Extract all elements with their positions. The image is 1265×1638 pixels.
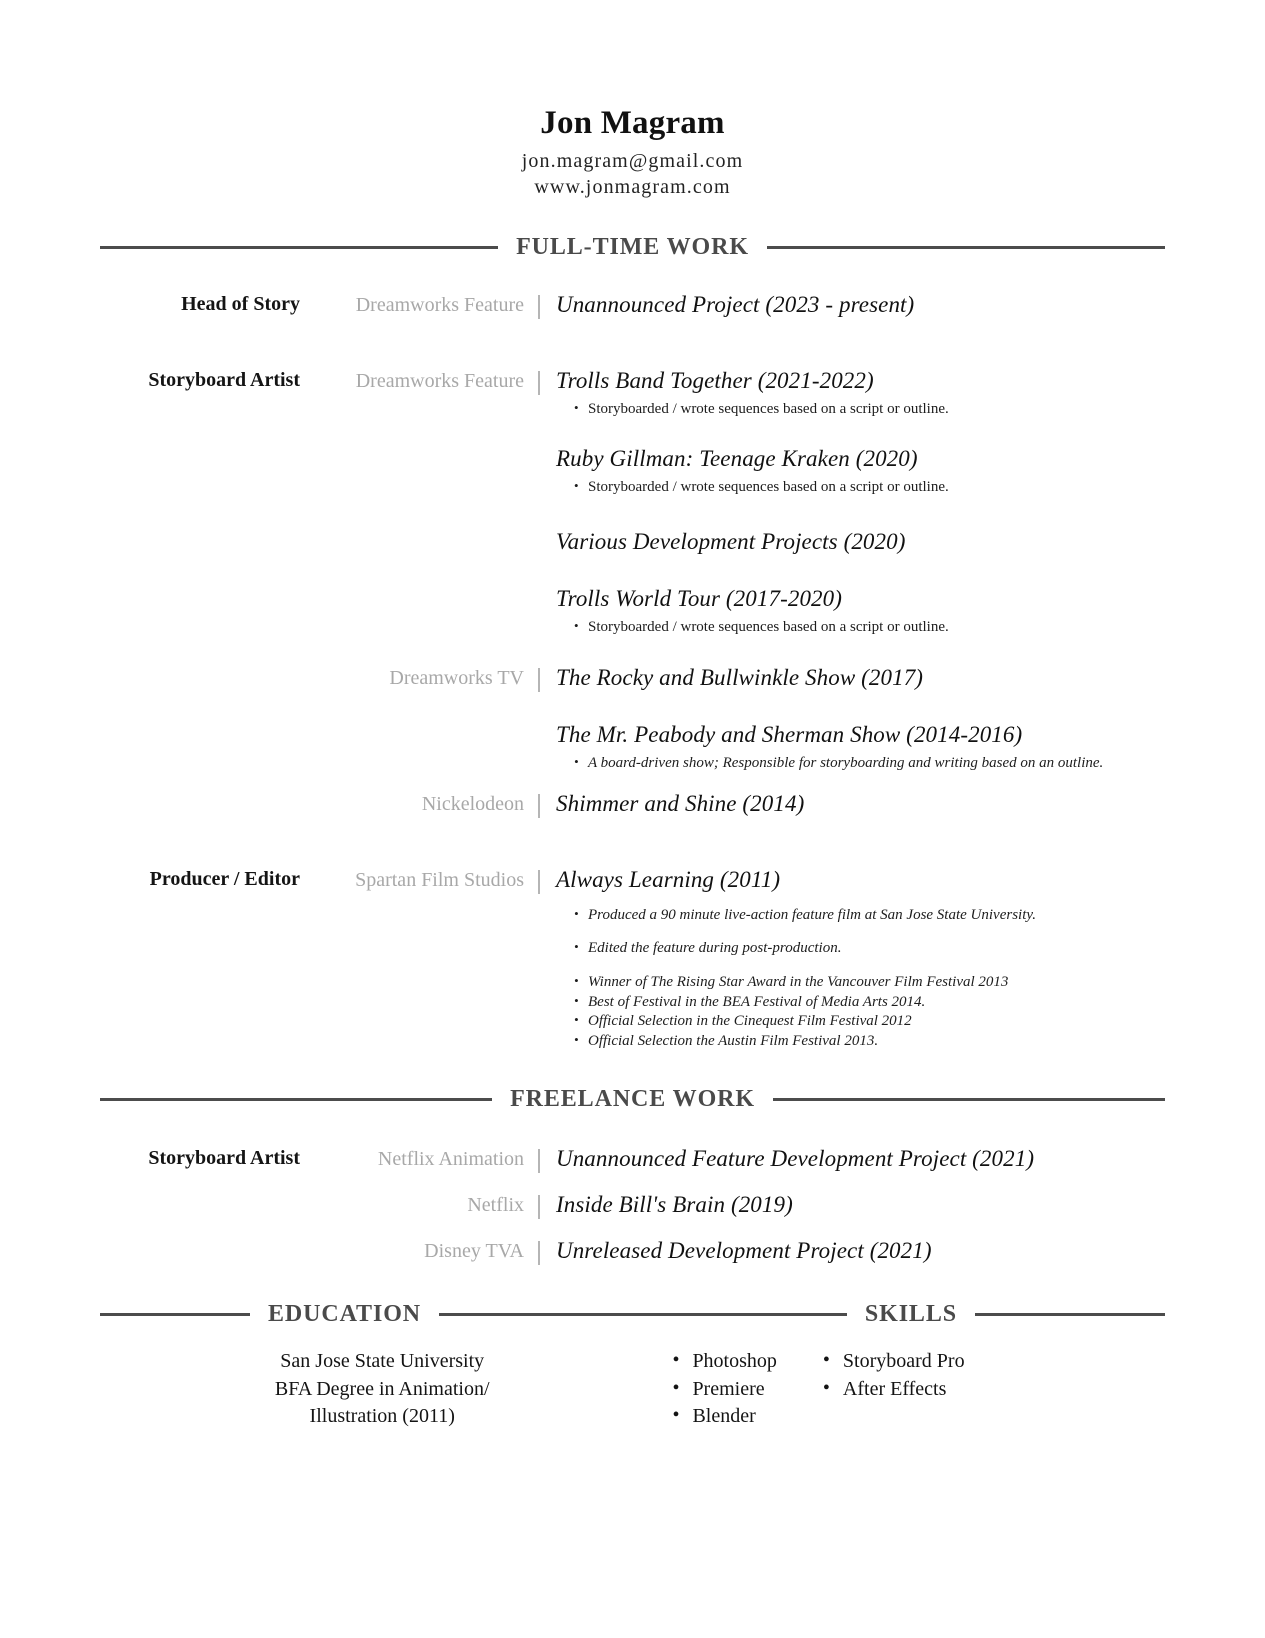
skill-item: • Premiere: [670, 1376, 776, 1404]
section-header-education-skills: [100, 1301, 1165, 1328]
entry-role: Storyboard Artist: [148, 368, 300, 391]
contact-email: jon.magram@gmail.com: [521, 149, 744, 172]
entry-role: Storyboard Artist: [148, 1147, 300, 1170]
work-entry-producer-editor: [100, 866, 1165, 1052]
bullet-item: • A board-driven show; Responsible for storyboarding and writing based on an outline.: [572, 754, 1148, 774]
rule-left: [100, 1098, 492, 1101]
rule-right: [975, 1313, 1165, 1316]
project-title: The Mr. Peabody and Sherman Show (2014-2016): [556, 722, 1023, 748]
entry-body: [540, 1191, 1165, 1219]
rule-right: [773, 1098, 1165, 1101]
freelance-entry-netflix: [100, 1191, 1165, 1219]
education-details: [100, 1348, 664, 1431]
education-line: BFA Degree in Animation/: [274, 1377, 490, 1400]
project-bullets: [572, 906, 1165, 959]
award-item: • Best of Festival in the BEA Festival of Media Arts 2014.: [572, 993, 1165, 1013]
section-header-full-time-work: [100, 234, 1165, 261]
project-group: [556, 367, 1165, 419]
entry-role-spacer: [100, 1237, 300, 1239]
entry-role: Producer / Editor: [149, 867, 300, 890]
skills-column-2: [821, 1348, 965, 1431]
rule-right: [767, 246, 1165, 249]
skill-item: • Storyboard Pro: [821, 1348, 965, 1376]
project-group: [556, 585, 1165, 637]
project-bullets: [572, 618, 1165, 638]
candidate-name: Jon Magram: [540, 105, 725, 141]
entry-studio: Netflix: [467, 1194, 524, 1217]
award-item: • Official Selection the Austin Film Festival 2013.: [572, 1032, 1165, 1052]
project-title: Unannounced Project (2023 - present): [556, 291, 915, 317]
project-group: [556, 528, 1165, 556]
project-bullets: [572, 400, 1165, 420]
entry-role: Head of Story: [181, 292, 300, 315]
resume-header: [100, 0, 1165, 200]
project-title: Trolls World Tour (2017-2020): [556, 586, 842, 612]
entry-body: [540, 1145, 1165, 1173]
award-item: • Official Selection in the Cinequest Film Festival 2012: [572, 1012, 1165, 1032]
project-title: Shimmer and Shine (2014): [556, 790, 805, 816]
project-title: Trolls Band Together (2021-2022): [556, 367, 874, 393]
skills-column-1: [670, 1348, 776, 1431]
skills-details: [664, 1348, 1165, 1431]
entry-body: [540, 866, 1165, 1052]
entry-studio: Dreamworks Feature: [355, 369, 524, 392]
project-title: Ruby Gillman: Teenage Kraken (2020): [556, 446, 918, 472]
skill-item: • Blender: [670, 1403, 776, 1431]
contact-website: www.jonmagram.com: [534, 175, 731, 198]
rule-left: [100, 1313, 250, 1316]
freelance-entry-netflix-animation: [100, 1145, 1165, 1173]
project-title: Inside Bill's Brain (2019): [556, 1192, 793, 1218]
entry-studio: Spartan Film Studios: [355, 868, 524, 891]
rule-left: [100, 246, 498, 249]
entry-studio: Nickelodeon: [421, 792, 524, 815]
section-header-freelance-work: [100, 1086, 1165, 1113]
bullet-item: • Storyboarded / wrote sequences based on a script or outline.: [572, 618, 1165, 638]
education-line: Illustration (2011): [309, 1405, 455, 1428]
entry-body: [540, 664, 1165, 774]
award-item: • Winner of The Rising Star Award in the Vancouver Film Festival 2013: [572, 973, 1165, 993]
project-group: [556, 445, 1165, 497]
freelance-entry-disney-tva: [100, 1237, 1165, 1265]
entry-studio: Netflix Animation: [377, 1148, 524, 1171]
entry-studio: Dreamworks Feature: [355, 293, 524, 316]
section-title-skills: SKILLS: [864, 1301, 957, 1328]
project-title: Unannounced Feature Development Project (2021): [556, 1146, 1035, 1172]
rule-middle: [439, 1313, 847, 1316]
entry-body: [540, 367, 1165, 638]
project-title: Always Learning (2011): [556, 866, 781, 892]
entry-role-spacer: [100, 664, 300, 666]
section-title: FREELANCE WORK: [510, 1086, 755, 1113]
project-title: Unreleased Development Project (2021): [556, 1238, 932, 1264]
entry-body: [540, 1237, 1165, 1265]
work-entry-storyboard-artist-feature: [100, 367, 1165, 638]
skill-item: • After Effects: [821, 1376, 965, 1404]
work-entry-storyboard-artist-tv: [100, 664, 1165, 774]
bullet-item: • Produced a 90 minute live-action feature film at San Jose State University.: [572, 906, 1078, 926]
project-group: [556, 721, 1165, 773]
bullet-item: • Edited the feature during post-production.: [572, 939, 1165, 959]
bullet-item: • Storyboarded / wrote sequences based on a script or outline.: [572, 478, 1165, 498]
section-title: FULL-TIME WORK: [516, 233, 749, 260]
project-title: Various Development Projects (2020): [556, 528, 906, 554]
work-entry-head-of-story: [100, 291, 1165, 319]
entry-body: [540, 790, 1165, 818]
project-bullets: [572, 478, 1165, 498]
bullet-item: • Storyboarded / wrote sequences based on a script or outline.: [572, 400, 1165, 420]
entry-role-spacer: [100, 790, 300, 792]
entry-role-spacer: [100, 1191, 300, 1193]
entry-studio: Dreamworks TV: [389, 666, 524, 689]
project-title: The Rocky and Bullwinkle Show (2017): [556, 664, 924, 690]
awards-bullets: [572, 973, 1165, 1052]
education-line: San Jose State University: [280, 1350, 485, 1373]
entry-body: [540, 291, 1165, 319]
project-group: [556, 664, 1165, 692]
skill-item: • Photoshop: [670, 1348, 776, 1376]
section-title-education: EDUCATION: [268, 1301, 422, 1328]
footer-columns: [100, 1348, 1165, 1431]
project-bullets: [572, 754, 1165, 774]
work-entry-storyboard-artist-nickelodeon: [100, 790, 1165, 818]
entry-studio: Disney TVA: [424, 1240, 524, 1263]
